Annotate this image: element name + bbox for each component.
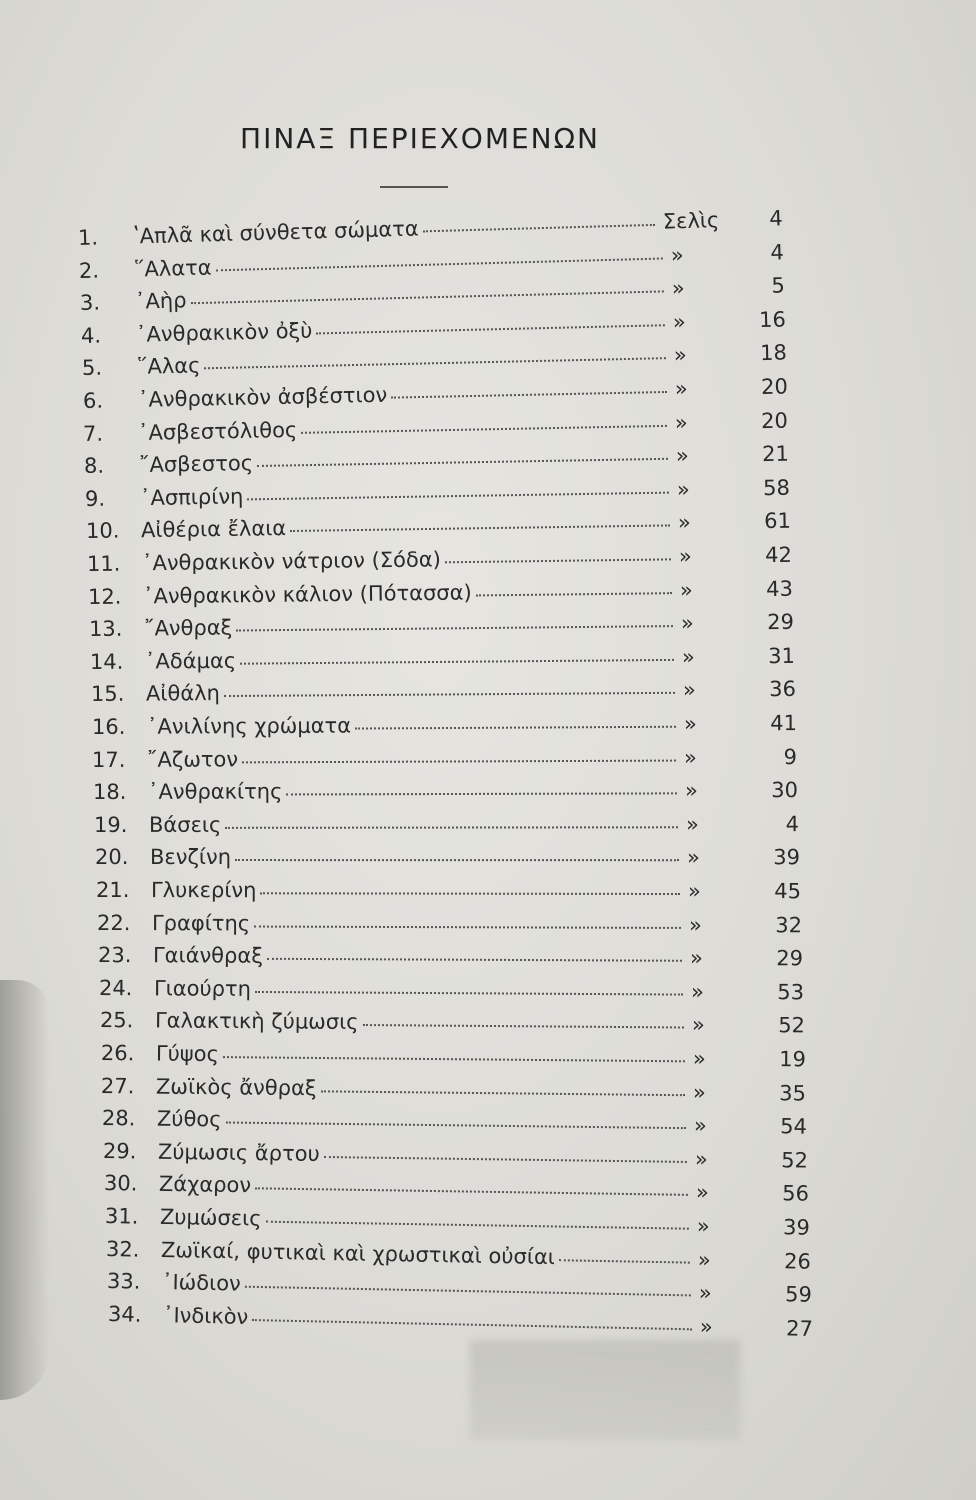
dot-leader: [247, 491, 669, 500]
page-prefix: »: [695, 1180, 710, 1205]
page-prefix: »: [686, 812, 700, 837]
toc-entry: [90, 639, 820, 677]
entry-number: 23.: [97, 943, 132, 968]
page-number: 26: [783, 1248, 811, 1274]
page-number: 30: [771, 778, 799, 803]
entry-number: 19.: [94, 812, 128, 837]
entry-title: Γιαούρτη: [153, 976, 251, 1001]
entry-number: 3.: [79, 290, 101, 316]
page-number: 61: [764, 509, 792, 534]
page-number: 29: [775, 946, 803, 971]
entry-title: Ζυμώσεις: [159, 1204, 262, 1231]
dot-leader: [255, 1188, 688, 1197]
dot-leader: [224, 692, 675, 697]
toc-entry: [95, 841, 825, 873]
toc-entry: [98, 939, 828, 974]
page-number: 4: [785, 811, 800, 836]
page-prefix: »: [688, 912, 702, 937]
entry-title: ᾿Ανθρακικὸν νάτριον (Σόδα): [141, 547, 441, 576]
dot-leader: [445, 558, 671, 563]
page-prefix: »: [696, 1213, 710, 1239]
dot-leader: [240, 659, 674, 665]
page-number: 35: [779, 1080, 807, 1106]
page-number: 52: [781, 1148, 809, 1173]
entry-title: ῞Αλας: [136, 353, 201, 380]
toc-entry: [89, 606, 819, 645]
entry-title: Ζωϊκὸς ἄνθραξ: [156, 1074, 318, 1100]
page-title: ΠΙΝΑΞ ΠΕΡΙΕΧΟΜΕΝΩΝ: [240, 122, 600, 155]
toc-entry: [99, 1004, 829, 1042]
entry-title: Ζύθος: [157, 1106, 222, 1132]
page-prefix: »: [699, 1314, 713, 1339]
page-prefix: »: [671, 276, 685, 301]
page-prefix: »: [685, 778, 699, 803]
page-prefix: »: [691, 1012, 705, 1038]
entry-title: Ζωϊκαί, φυτικαὶ καὶ χρωστικαὶ οὐσίαι: [160, 1237, 556, 1269]
entry-number: 16.: [91, 714, 125, 739]
entry-title: ῎Ασβεστος: [139, 451, 254, 478]
entry-number: 32.: [105, 1236, 140, 1262]
toc-entry: [97, 907, 827, 941]
entry-title: ʽΑπλᾶ καὶ σύνθετα σώματα: [132, 216, 419, 249]
page-prefix: »: [676, 477, 691, 502]
toc-entry: [94, 808, 824, 841]
page-prefix: »: [687, 879, 701, 904]
entry-number: 30.: [103, 1171, 138, 1196]
page-prefix: »: [694, 1146, 709, 1172]
dot-leader: [324, 1156, 687, 1163]
page-number: 43: [765, 576, 793, 601]
entry-title: Βάσεις: [149, 812, 222, 837]
entry-number: 12.: [87, 584, 122, 609]
entry-number: 27.: [101, 1073, 135, 1098]
page-prefix: »: [694, 1113, 708, 1138]
dot-leader: [204, 358, 666, 370]
page-prefix: »: [684, 745, 698, 770]
dot-leader: [226, 1122, 686, 1130]
dot-leader: [316, 324, 665, 334]
dot-leader: [191, 291, 664, 305]
page-prefix: »: [687, 845, 700, 870]
dot-leader: [390, 391, 666, 399]
page-number: 39: [782, 1215, 811, 1240]
page-prefix: »: [693, 1079, 707, 1105]
entry-number: 33.: [106, 1269, 141, 1294]
toc-entry: [92, 741, 822, 776]
entry-title: ᾿Ανιλίνης χρώματα: [146, 713, 351, 739]
entry-number: 34.: [107, 1301, 142, 1327]
entry-title: Γαιάνθραξ: [152, 943, 263, 968]
dot-leader: [236, 625, 673, 631]
entry-title: Γλυκερίνη: [150, 878, 257, 903]
page-prefix: »: [674, 376, 688, 401]
dot-leader: [225, 826, 678, 829]
dot-leader: [260, 892, 680, 895]
entry-number: 21.: [95, 878, 130, 903]
entry-title: ᾿Ανθρακικὸν κάλιον (Πότασσα): [142, 580, 472, 608]
dot-leader: [216, 257, 663, 271]
entry-title: Γύψος: [155, 1041, 219, 1067]
entry-number: 2.: [78, 258, 100, 283]
entry-number: 25.: [99, 1008, 134, 1033]
page-number: 59: [784, 1282, 812, 1307]
page-number: 39: [773, 845, 801, 870]
toc-entry: [91, 707, 821, 743]
entry-number: 14.: [89, 649, 124, 674]
toc-entry: [93, 774, 823, 808]
page-prefix: »: [672, 309, 686, 334]
toc-entry: [100, 1037, 830, 1076]
page-prefix: »: [681, 644, 695, 669]
entry-number: 18.: [93, 780, 127, 805]
entry-number: 11.: [86, 551, 121, 576]
page-prefix: »: [677, 510, 692, 535]
page-prefix: »: [697, 1247, 711, 1272]
page-number: 9: [783, 744, 798, 769]
page-number: 52: [777, 1013, 805, 1038]
dot-leader: [286, 793, 677, 796]
page-number: 4: [769, 239, 784, 265]
dot-leader: [245, 1286, 691, 1297]
entry-number: 5.: [81, 355, 102, 381]
toc-entry: [90, 673, 820, 710]
page-prefix: »: [683, 711, 697, 736]
entry-number: 9.: [84, 486, 106, 511]
page-number: 16: [758, 307, 786, 332]
entry-title: Γραφίτης: [151, 910, 251, 936]
page-prefix: »: [675, 410, 689, 435]
entry-title: Βενζίνη: [150, 845, 232, 870]
entry-title: Αἰθέρια ἔλαια: [140, 516, 287, 543]
page-number: 21: [762, 441, 790, 467]
dot-leader: [242, 759, 676, 763]
toc-entry: [99, 972, 829, 1008]
page-prefix: »: [682, 678, 696, 703]
dot-leader: [301, 424, 667, 433]
entry-number: 6.: [82, 388, 103, 413]
entry-number: 8.: [84, 453, 105, 479]
page-number: 19: [778, 1047, 806, 1072]
toc-entry: [96, 874, 826, 907]
page-number: 53: [776, 979, 804, 1005]
page-number: 41: [769, 711, 797, 736]
page-prefix: »: [690, 979, 704, 1004]
dot-leader: [252, 1319, 692, 1330]
entry-number: 26.: [100, 1041, 135, 1066]
entry-title: ᾿Αὴρ: [134, 288, 187, 314]
entry-number: 28.: [102, 1106, 136, 1131]
entry-title: Ζάχαρον: [158, 1172, 252, 1198]
page-number: 4: [769, 206, 784, 231]
page-number: 36: [768, 677, 796, 702]
page-number: 31: [767, 643, 795, 668]
dot-leader: [290, 525, 670, 533]
dot-leader: [423, 224, 655, 232]
dot-leader: [235, 859, 679, 861]
entry-number: 24.: [98, 975, 133, 1001]
dot-leader: [257, 458, 668, 467]
dot-leader: [321, 1090, 685, 1096]
page-prefix: »: [675, 443, 690, 468]
entry-title: ῎Ανθραξ: [143, 615, 233, 641]
entry-number: 20.: [95, 845, 129, 870]
entry-title: ᾿Ιώδιον: [161, 1270, 241, 1296]
page-number: 29: [766, 610, 794, 635]
page-number: 54: [780, 1114, 808, 1139]
entry-number: 10.: [85, 518, 120, 544]
dot-leader: [222, 1056, 684, 1062]
entry-number: 7.: [83, 421, 104, 446]
page-prefix: »: [679, 577, 693, 602]
entry-title: ᾿Ανθρακίτης: [148, 779, 283, 805]
entry-number: 13.: [88, 616, 123, 642]
page-number: 42: [765, 542, 793, 568]
entry-number: 29.: [103, 1138, 137, 1164]
page-number: 20: [760, 374, 788, 400]
dot-leader: [255, 991, 683, 996]
page-number: 5: [770, 273, 785, 298]
page-number: 27: [785, 1316, 813, 1341]
entry-number: 15.: [90, 682, 125, 707]
entry-title: ᾿Αδάμας: [144, 648, 236, 674]
entry-title: ῞Αλατα: [133, 255, 212, 282]
entry-title: Γαλακτικὴ ζύμωσις: [154, 1008, 359, 1035]
dot-leader: [254, 925, 681, 928]
page-prefix: »: [678, 544, 692, 569]
page-prefix: »: [692, 1046, 706, 1071]
entry-number: 22.: [96, 910, 131, 935]
page-prefix: »: [698, 1280, 712, 1306]
entry-title: ῎Αζωτον: [147, 746, 239, 772]
page-prefix: »: [670, 242, 684, 267]
page-prefix: Σελὶς: [662, 208, 720, 234]
entry-number: 4.: [80, 323, 102, 348]
entry-title: ᾿Ασπιρίνη: [139, 484, 244, 510]
page-number: 58: [763, 475, 791, 500]
page-prefix: »: [680, 611, 694, 636]
entry-number: 31.: [104, 1204, 139, 1229]
entry-title: ᾿Ασβεστόλιθος: [138, 417, 298, 445]
dot-leader: [559, 1259, 690, 1263]
entry-number: 1.: [77, 225, 99, 250]
entry-title: ᾿Ανθρακικὸν ὀξὺ: [135, 318, 313, 347]
page-number: 45: [774, 879, 802, 904]
page-number: 56: [782, 1181, 810, 1207]
dot-leader: [267, 958, 682, 962]
dot-leader: [363, 1024, 684, 1028]
entry-number: 17.: [92, 747, 126, 772]
dot-leader: [476, 592, 672, 596]
dot-leader: [266, 1221, 689, 1230]
page-number: 18: [759, 340, 787, 366]
page-number: 20: [761, 408, 789, 433]
entry-title: Αἰθάλη: [145, 681, 220, 706]
dot-leader: [355, 726, 676, 730]
entry-title: ᾿Ινδικὸν: [162, 1302, 249, 1329]
page-number: 32: [775, 912, 802, 937]
page-prefix: »: [689, 945, 703, 971]
entry-title: ᾿Ανθρακικὸν ἀσβέστιον: [137, 382, 387, 412]
entry-title: Ζύμωσις ἄρτου: [158, 1139, 321, 1166]
page-prefix: »: [673, 343, 687, 368]
